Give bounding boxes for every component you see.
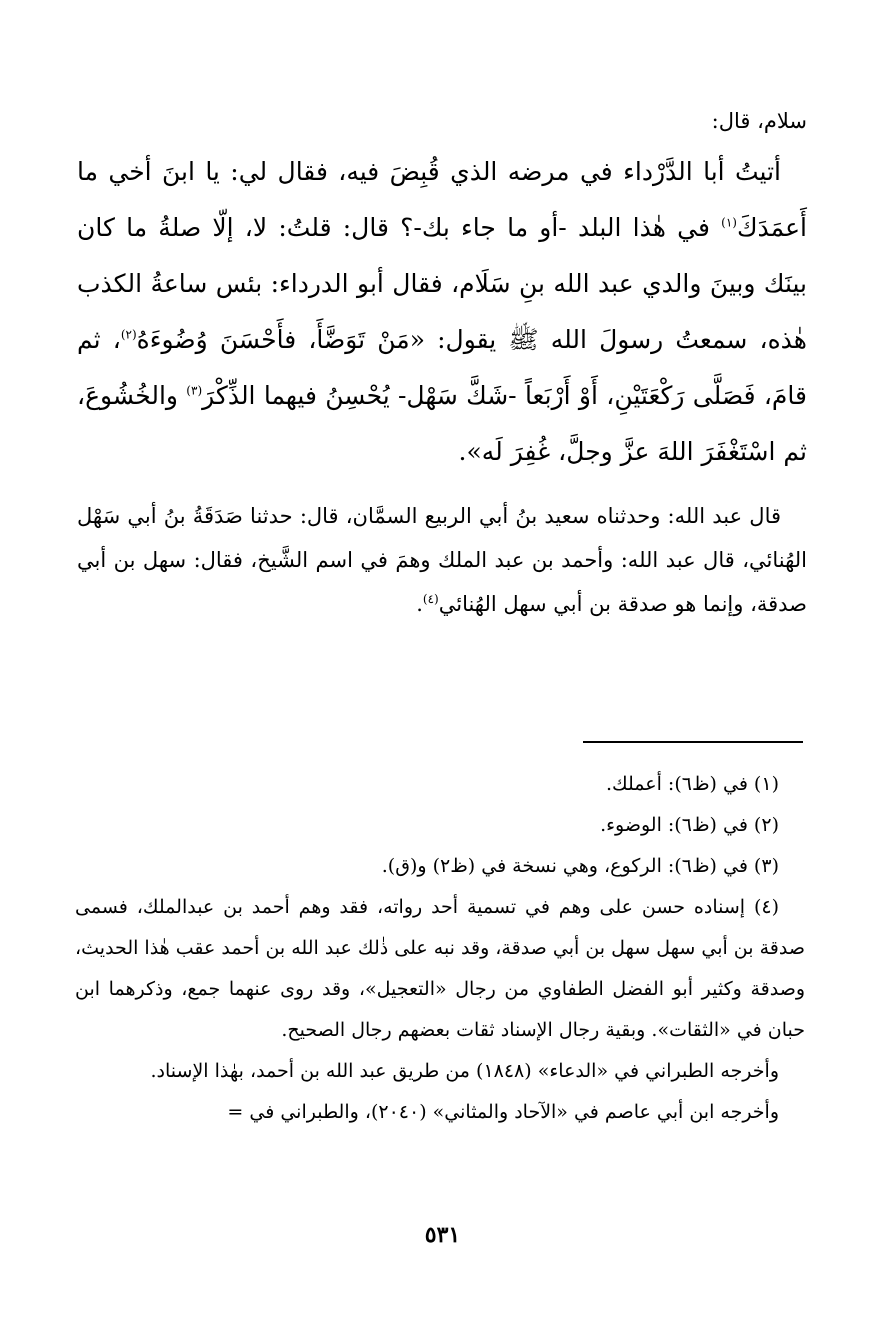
- main-text-block: [77, 98, 807, 626]
- page-number: ٥٣١: [424, 1222, 461, 1248]
- footnote-4-takhrij-1: وأخرجه الطبراني في «الدعاء» (١٨٤٨) من طريق عبد الله بن أحمد، بهٰذا الإسناد.: [150, 1060, 779, 1082]
- isnad-text-end: .: [416, 592, 423, 616]
- footnotes-block: [75, 764, 805, 1133]
- footnote-ref-2[interactable]: (٢): [120, 327, 137, 342]
- footnote-separator: [583, 741, 803, 743]
- footnote-4: (٤) إسناده حسن على وهم في تسمية أحد رواته، فقد وهم أحمد بن عبدالملك، فسمى صدقة بن أبي سهل سهل بن أبي صدقة، وقد نبه على ذٰلك عبد الله بن أحمد عقب هٰذا الحديث، وصدقة وكثير أبو الفضل الطفاوي من رجال «التعجيل»، وقد روى عنهما جمع، وذكرهما ابن حبان في «الثقات». وبقية رجال الإسناد ثقات بعضهم رجال الصحيح.: [75, 896, 806, 1041]
- hadith-text-part-3: ، ثم قامَ، فَصَلَّى رَكْعَتَيْنِ، أَوْ أَرْبَعاً -شَكَّ سَهْل- يُحْسِنُ فيهما الذِّكْرَ: [77, 325, 807, 410]
- isnad-paragraph: [77, 494, 807, 626]
- hadith-text-part-4: والخُشُوعَ، ثم اسْتَغْفَرَ اللهَ عزَّ وجلَّ، غُفِرَ لَه».: [77, 381, 807, 466]
- isnad-text: قال عبد الله: وحدثناه سعيد بنُ أبي الربيع السمَّان، قال: حدثنا صَدَقَةُ بنُ أبي سَهْل الهُنائي، قال عبد الله: وأحمد بن عبد الملك وهمَ في اسم الشَّيخ، فقال: سهل بن أبي صدقة، وإنما هو صدقة بن أبي سهل الهُنائي: [77, 504, 807, 616]
- hadith-paragraph: [77, 144, 807, 480]
- continuation-line: سلام، قال:: [711, 109, 807, 133]
- footnote-ref-1[interactable]: (١): [721, 215, 737, 230]
- footnote-4-takhrij-2: وأخرجه ابن أبي عاصم في «الآحاد والمثاني» (٢٠٤٠)، والطبراني في =: [227, 1101, 779, 1123]
- hadith-text-part-2: في هٰذا البلد -أو ما جاء بك-؟ قال: قلتُ: لا، إلّا صلةُ ما كان بينَك وبينَ والدي عبد الله بنِ سَلَام، فقال أبو الدرداء: بئس ساعةُ الكذب هٰذه، سمعتُ رسولَ الله ﷺ يقول: «مَنْ تَوَضَّأَ، فأَحْسَنَ وُضُوءَهُ: [77, 213, 807, 354]
- footnote-1: (١) في (ظ٦): أعملك.: [605, 773, 779, 795]
- footnote-ref-3[interactable]: (٣): [186, 383, 203, 398]
- footnote-3: (٣) في (ظ٦): الركوع، وهي نسخة في (ظ٢) و(ق).: [381, 855, 779, 877]
- footnote-ref-4[interactable]: (٤): [422, 592, 439, 606]
- hadith-text-part-1: أتيتُ أبا الدَّرْداء في مرضه الذي قُبِضَ فيه، فقال لي: يا ابنَ أخي ما أَعمَدَكَ: [77, 157, 807, 242]
- footnote-2: (٢) في (ظ٦): الوضوء.: [600, 814, 779, 836]
